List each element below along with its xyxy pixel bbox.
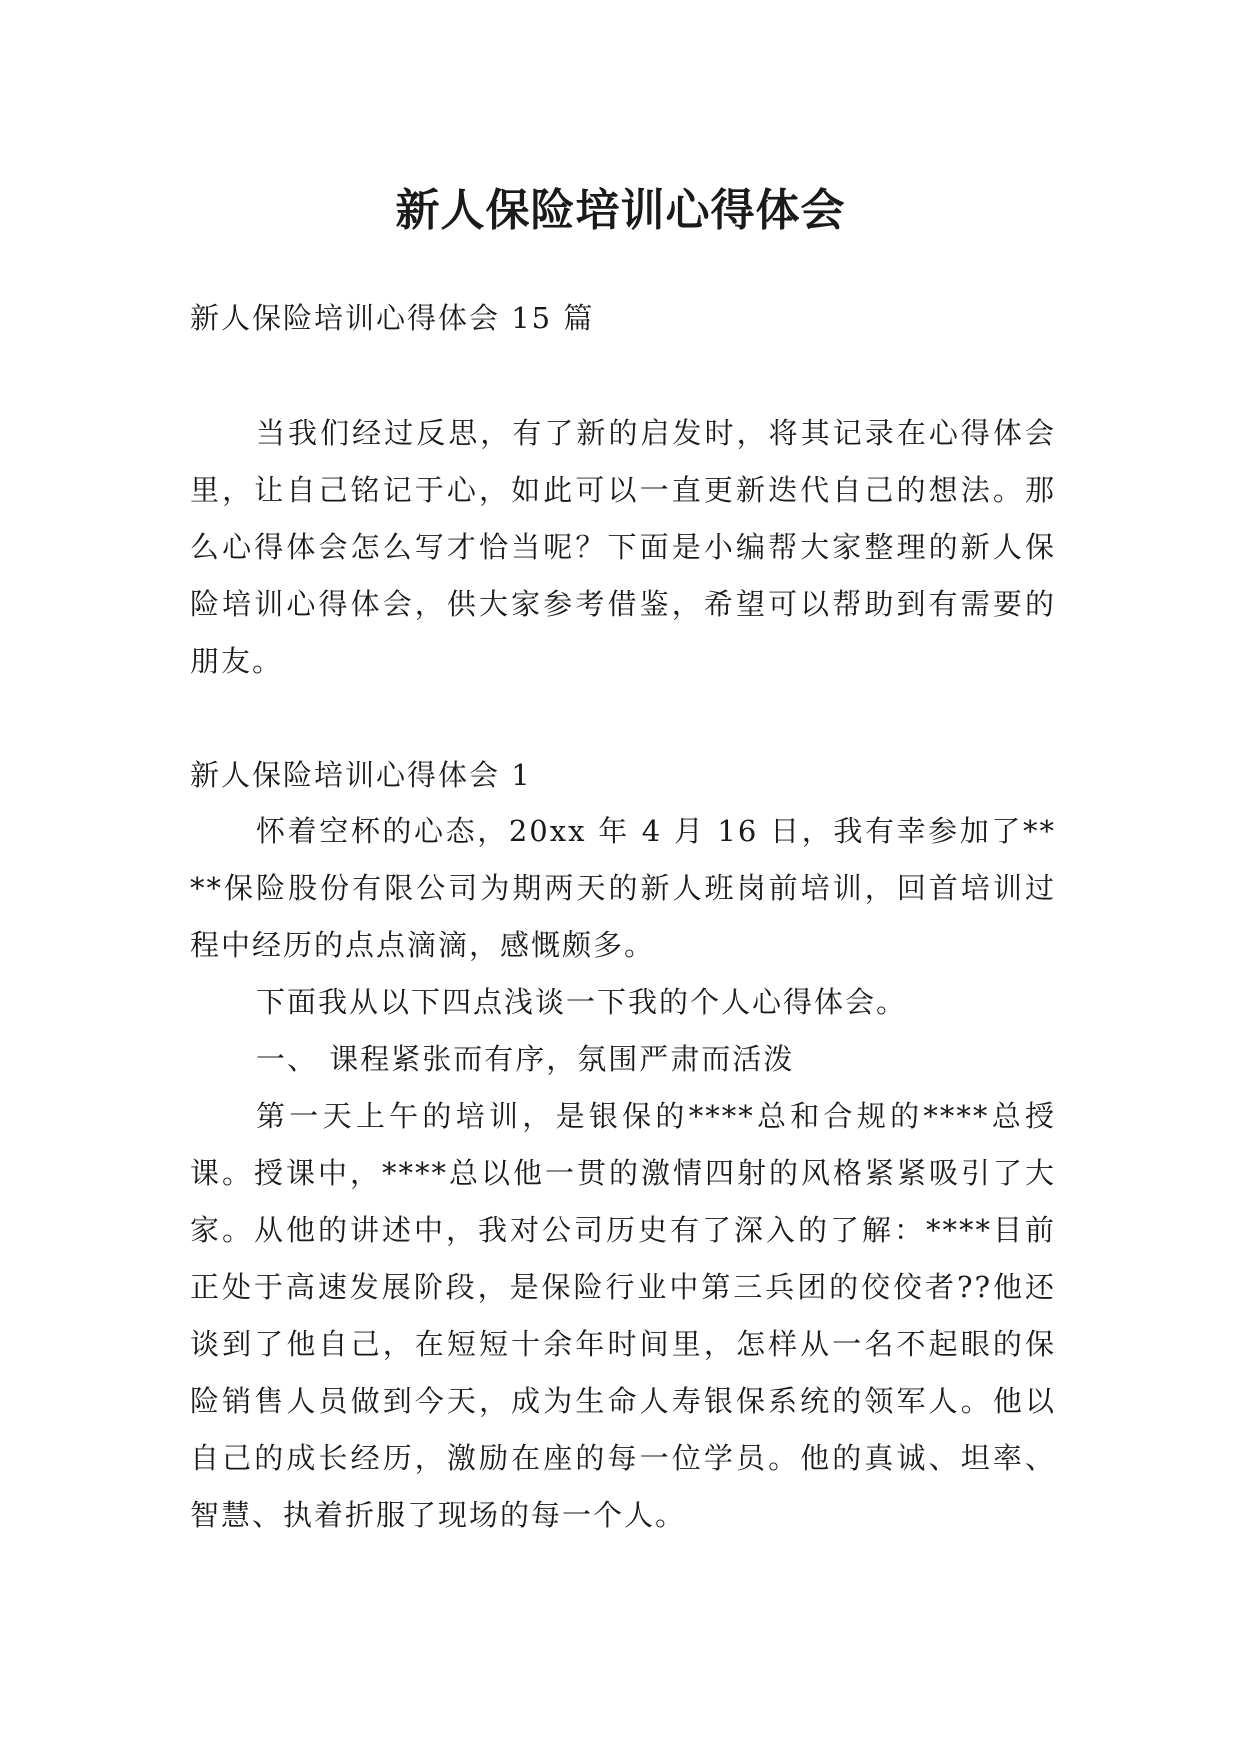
- section-heading: 新人保险培训心得体会 1: [190, 758, 532, 792]
- body-paragraph-3: 第一天上午的培训，是银保的****总和合规的****总授课。授课中，****总以他一贯的激情四射的风格紧紧吸引了大家。从他的讲述中，我对公司历史有了深入的了解：****目前正处于高速发展阶段，是保险行业中第三兵团的佼佼者??他还谈到了他自己，在短短十余年时间里，怎样从一名不起眼的保险销售人员做到今天，成为生命人寿银保系统的领军人。他以自己的成长经历，激励在座的每一位学员。他的真诚、坦率、智慧、执着折服了现场的每一个人。: [190, 1099, 1056, 1532]
- document-title: 新人保险培训心得体会: [395, 185, 846, 237]
- section-point-heading: 一、 课程紧张而有序，氛围严肃而活泼: [256, 1042, 795, 1076]
- document-subtitle: 新人保险培训心得体会 15 篇: [190, 301, 595, 335]
- body-paragraph-2: 下面我从以下四点浅谈一下我的个人心得体会。: [256, 985, 908, 1019]
- intro-paragraph: 当我们经过反思，有了新的启发时，将其记录在心得体会里，让自己铭记于心，如此可以一直更新迭代自己的想法。那么心得体会怎么写才恰当呢？下面是小编帮大家整理的新人保险培训心得体会，供大家参考借鉴，希望可以帮助到有需要的朋友。: [190, 416, 1056, 678]
- body-paragraph-1: 怀着空杯的心态，20xx 年 4 月 16 日，我有幸参加了****保险股份有限公司为期两天的新人班岗前培训，回首培训过程中经历的点点滴滴，感慨颇多。: [190, 814, 1056, 962]
